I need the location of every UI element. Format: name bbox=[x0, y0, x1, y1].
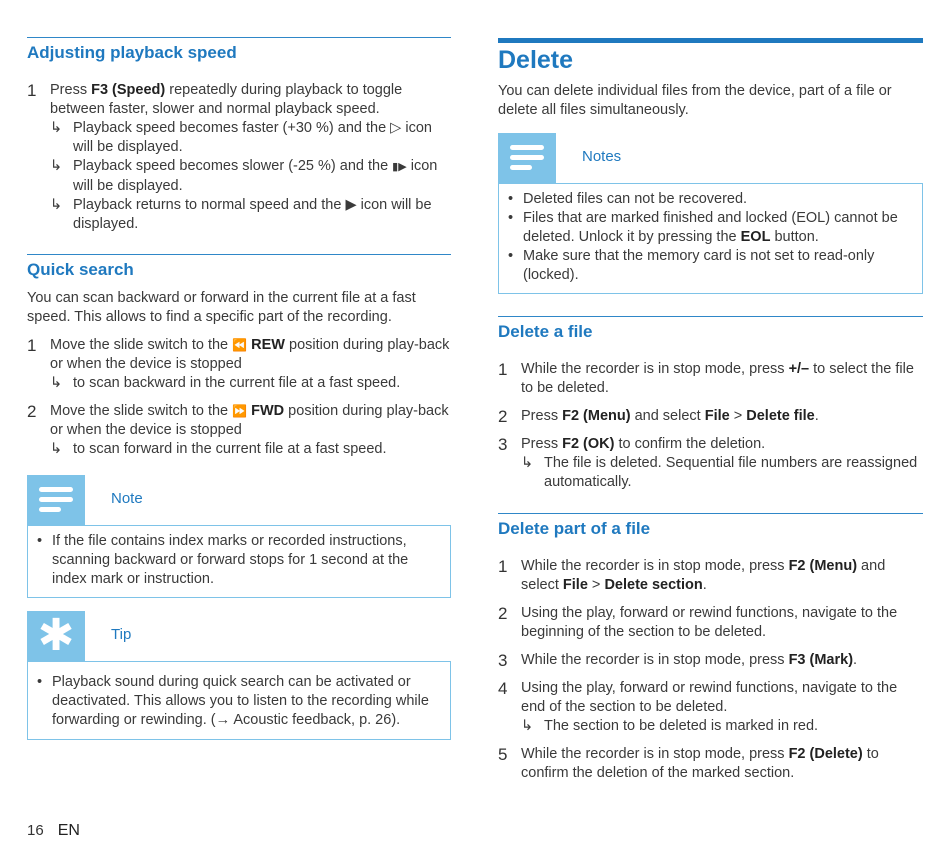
step-number: 4 bbox=[498, 679, 508, 698]
note-body bbox=[27, 525, 451, 598]
step-1-rewind: 1 Move the slide switch to the ⏪ REW position during play-back or when the device is stopped ↳ to scan backward in the current file at a fast speed. bbox=[27, 336, 450, 391]
step-2-delete-file: 2 Press F2 (Menu) and select File > Delete file. bbox=[498, 407, 819, 426]
note-callout bbox=[27, 475, 451, 598]
section-divider bbox=[498, 316, 923, 317]
result-arrow-icon: ↳ bbox=[50, 120, 63, 136]
notes-body bbox=[498, 183, 923, 294]
tip-body bbox=[27, 661, 451, 740]
fast-play-icon: ▷ bbox=[390, 120, 402, 136]
key-f3-speed: F3 (Speed) bbox=[91, 82, 166, 98]
step-number: 1 bbox=[498, 557, 508, 576]
key-plus-minus: +/– bbox=[788, 361, 810, 377]
language-code: EN bbox=[57, 822, 80, 839]
rewind-icon: ⏪ bbox=[232, 338, 248, 352]
quick-search-intro: You can scan backward or forward in the current file at a fast speed. This allows to find a specific part of the recording. bbox=[27, 290, 416, 325]
section-heading-quick-search: Quick search bbox=[27, 260, 134, 279]
step-3-delete-file: 3 Press F2 (OK) to confirm the deletion. ↳ The file is deleted. Sequential file numbers are reassigned automatically. bbox=[498, 435, 923, 492]
section-divider bbox=[27, 254, 451, 255]
chapter-title: Delete bbox=[498, 46, 574, 74]
step-number: 2 bbox=[498, 407, 508, 426]
notes-item: • Make sure that the memory card is not set to read-only (locked). bbox=[505, 247, 912, 285]
result-file-deleted: ↳ The file is deleted. Sequential file numbers are reassigned automatically. bbox=[521, 455, 918, 490]
note-item: • If the file contains index marks or recorded instructions, scanning backward or forward stops for 1 second at the index mark or instruction. bbox=[34, 532, 440, 589]
section-heading-delete-file: Delete a file bbox=[498, 322, 593, 341]
result-faster: ↳ Playback speed becomes faster (+30 %) and the ▷ icon will be displayed. bbox=[50, 120, 432, 155]
key-eol: EOL bbox=[740, 229, 771, 245]
notes-item: • Deleted files can not be recovered. bbox=[505, 190, 912, 209]
section-heading-playback-speed: Adjusting playback speed bbox=[27, 43, 237, 62]
page-number: 16 bbox=[27, 822, 44, 839]
tip-label: Tip bbox=[111, 626, 132, 643]
result-section-marked: ↳ The section to be deleted is marked in red. bbox=[521, 718, 819, 734]
step-number: 3 bbox=[498, 651, 508, 670]
step-4-delete-part: 4 Using the play, forward or rewind functions, navigate to the end of the section to be deleted. ↳ The section to be deleted is marked in red. bbox=[498, 679, 923, 736]
step-1-delete-file: 1 While the recorder is in stop mode, press +/– to select the file to be deleted. bbox=[498, 360, 914, 396]
step-number: 3 bbox=[498, 435, 508, 454]
step-1-delete-part: 1 While the recorder is in stop mode, press F2 (Menu) and select File > Delete section. bbox=[498, 557, 886, 593]
key-f3-mark: F3 (Mark) bbox=[788, 652, 854, 668]
result-arrow-icon: ↳ bbox=[521, 718, 534, 734]
step-2-delete-part: 2 Using the play, forward or rewind functions, navigate to the beginning of the section to be deleted. bbox=[498, 604, 898, 640]
step-number: 1 bbox=[27, 81, 37, 100]
section-heading-delete-part: Delete part of a file bbox=[498, 519, 651, 538]
result-arrow-icon: ↳ bbox=[50, 158, 63, 174]
notes-label: Notes bbox=[582, 148, 622, 165]
result-rewind: ↳ to scan backward in the current file at a fast speed. bbox=[50, 375, 401, 391]
tip-icon: ✱ bbox=[27, 611, 85, 661]
note-icon bbox=[498, 133, 556, 183]
result-slower: ↳ Playback speed becomes slower (-25 %) and the ▮▶ icon will be displayed. bbox=[50, 158, 438, 194]
result-arrow-icon: ↳ bbox=[50, 441, 63, 457]
fast-forward-icon: ⏩ bbox=[232, 404, 248, 418]
slow-play-icon: ▮▶ bbox=[392, 161, 407, 173]
result-arrow-icon: ↳ bbox=[50, 197, 63, 213]
note-icon bbox=[27, 475, 85, 525]
tip-callout bbox=[27, 611, 451, 740]
key-f2-ok: F2 (OK) bbox=[562, 436, 615, 452]
section-divider bbox=[27, 37, 451, 38]
step-number: 1 bbox=[27, 336, 37, 355]
result-arrow-icon: ↳ bbox=[50, 375, 63, 391]
step-number: 2 bbox=[498, 604, 508, 623]
step-2-forward: 2 Move the slide switch to the ⏩ FWD position during play-back or when the device is stopped ↳ to scan forward in the current file at a fast speed. bbox=[27, 402, 451, 459]
left-column bbox=[27, 0, 451, 740]
page-footer bbox=[27, 822, 80, 840]
key-f2-delete: F2 (Delete) bbox=[788, 746, 863, 762]
notes-item: • Files that are marked finished and locked (EOL) cannot be deleted. Unlock it by pressing the EOL button. bbox=[505, 209, 912, 247]
step-number: 5 bbox=[498, 745, 508, 764]
tip-item: • Playback sound during quick search can be activated or deactivated. This allows you to listen to the recording while forwarding or rewinding. (→ Acoustic feedback, p. 26). bbox=[34, 673, 440, 730]
result-forward: ↳ to scan forward in the current file at a fast speed. bbox=[50, 441, 387, 457]
step-1-playback-speed: 1 Press F3 (Speed) repeatedly during playback to toggle between faster, slower and normal playback speed. ↳ Playback speed becomes faster (+30 %) and the ▷ icon will be displayed. ↳ Playback speed becomes slower (-25 %) and the ▮▶ icon will be displayed. ↳ Playback returns to normal speed and the ▶ icon will be displayed. bbox=[27, 81, 451, 234]
right-column bbox=[498, 0, 923, 783]
section-divider bbox=[498, 513, 923, 514]
step-5-delete-part: 5 While the recorder is in stop mode, press F2 (Delete) to confirm the deletion of the marked section. bbox=[498, 745, 879, 781]
step-number: 2 bbox=[27, 402, 37, 421]
notes-callout bbox=[498, 133, 923, 294]
key-fwd: FWD bbox=[251, 403, 285, 419]
step-3-delete-part: 3 While the recorder is in stop mode, press F3 (Mark). bbox=[498, 651, 858, 670]
result-arrow-icon: ↳ bbox=[521, 455, 534, 471]
key-rew: REW bbox=[251, 337, 285, 353]
note-label: Note bbox=[111, 490, 143, 507]
result-normal: ↳ Playback returns to normal speed and the ▶ icon will be displayed. bbox=[50, 197, 432, 232]
chapter-bar bbox=[498, 38, 923, 43]
play-icon: ▶ bbox=[345, 197, 357, 213]
step-number: 1 bbox=[498, 360, 508, 379]
delete-intro: You can delete individual files from the device, part of a file or delete all files simultaneously. bbox=[498, 83, 892, 118]
